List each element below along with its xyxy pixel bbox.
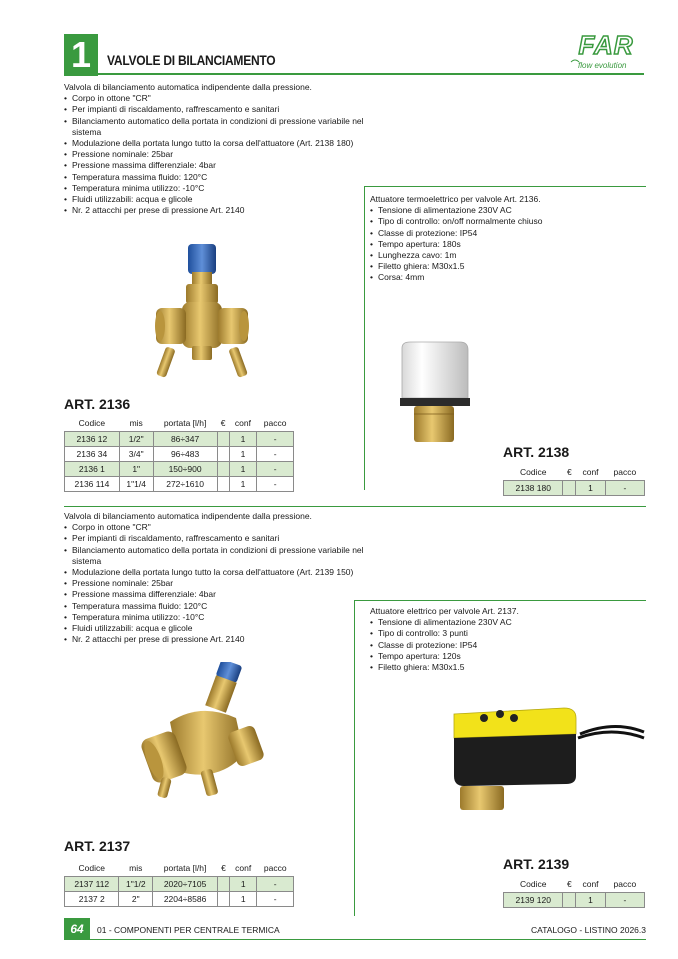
art-2137-table	[64, 861, 294, 907]
art-2137-title: ART. 2137	[64, 838, 131, 854]
table-cell: 2137 2	[65, 891, 119, 906]
logo-tagline: flow evolution	[578, 61, 627, 70]
column-header: pacco	[613, 879, 637, 890]
column-header: conf	[234, 418, 251, 429]
bullet-item: • Temperatura massima fluido: 120°C	[64, 601, 364, 612]
table-row	[65, 891, 294, 906]
footer-rule	[90, 939, 646, 940]
table-cell: 3/4"	[119, 446, 153, 461]
table-cell	[563, 480, 576, 495]
table-cell: 2137 112	[65, 876, 119, 891]
table-cell: 1	[576, 892, 606, 907]
table-cell: 2020÷7105	[153, 876, 218, 891]
table-cell: 1	[229, 461, 257, 476]
page-title: VALVOLE DI BILANCIAMENTO	[107, 52, 276, 68]
column-header: conf	[582, 467, 599, 478]
actuator1-bullets	[370, 205, 640, 283]
bullet-item: • Filetto ghiera: M30x1.5	[370, 662, 640, 673]
bullet-item: • Pressione massima differenziale: 4bar	[64, 160, 364, 171]
bullet-item: • Pressione nominale: 25bar	[64, 149, 364, 160]
actuator1-intro: Attuatore termoelettrico per valvole Art. 2136.	[370, 194, 541, 204]
actuator2-top-rule	[354, 600, 646, 601]
bullet-item: • Temperatura minima utilizzo: -10°C	[64, 612, 364, 623]
bullet-item: • Corpo in ottone "CR"	[64, 93, 364, 104]
art-2139-title: ART. 2139	[503, 856, 570, 872]
table-row	[504, 892, 645, 907]
table-header-row	[65, 416, 294, 431]
section-number: 1	[64, 34, 98, 76]
table-row	[65, 431, 294, 446]
table-cell: 1	[229, 476, 257, 491]
bullet-item: • Bilanciamento automatico della portata in condizioni di pressione variabile nel sistema	[64, 545, 364, 567]
table-cell: 2136 1	[65, 461, 120, 476]
table-cell: 96÷483	[153, 446, 217, 461]
table-cell: -	[257, 446, 294, 461]
bullet-item: • Bilanciamento automatico della portata in condizioni di pressione variabile nel sistema	[64, 116, 364, 138]
column-header: €	[566, 879, 572, 890]
bullet-item: • Per impianti di riscaldamento, raffrescamento e sanitari	[64, 533, 364, 544]
column-header: mis	[129, 418, 143, 429]
actuator2-intro: Attuatore elettrico per valvole Art. 2137.	[370, 606, 519, 616]
bullet-item: • Classe di protezione: IP54	[370, 640, 640, 651]
bullet-item: • Nr. 2 attacchi per prese di pressione Art. 2140	[64, 205, 364, 216]
column-header: pacco	[263, 863, 287, 874]
column-header: pacco	[263, 418, 287, 429]
actuator1-divider	[364, 186, 365, 490]
table-row	[504, 480, 645, 495]
bullet-item: • Tipo di controllo: on/off normalmente chiuso	[370, 216, 640, 227]
actuator1-description	[370, 194, 640, 284]
table-cell: 1	[229, 891, 256, 906]
table-cell: 1"1/2	[119, 876, 153, 891]
actuator-2139-image	[444, 700, 648, 814]
section-divider	[64, 506, 646, 507]
table-cell: 272÷1610	[153, 476, 217, 491]
bullet-item: • Lunghezza cavo: 1m	[370, 250, 640, 261]
table-cell: -	[605, 480, 644, 495]
actuator-2138-image	[394, 338, 474, 448]
table-cell: 1	[229, 446, 257, 461]
table-cell: 1	[576, 480, 606, 495]
column-header: Codice	[519, 467, 547, 478]
art-2139-table	[503, 877, 645, 908]
table-cell: 1"1/4	[119, 476, 153, 491]
art-2138-table	[503, 465, 645, 496]
section2-bullets	[64, 522, 364, 645]
table-row	[65, 461, 294, 476]
table-cell: 2139 120	[504, 892, 563, 907]
art-2136-title: ART. 2136	[64, 396, 131, 412]
footer-catalog: CATALOGO - LISTINO 2026.3	[531, 925, 646, 935]
column-header: conf	[235, 863, 252, 874]
bullet-item: • Classe di protezione: IP54	[370, 228, 640, 239]
column-header: Codice	[78, 863, 105, 874]
bullet-item: • Fluidi utilizzabili: acqua e glicole	[64, 623, 364, 634]
bullet-item: • Tensione di alimentazione 230V AC	[370, 617, 640, 628]
far-logo	[570, 30, 646, 72]
table-cell: 2136 34	[65, 446, 120, 461]
art-2138-title: ART. 2138	[503, 444, 570, 460]
bullet-item: • Temperatura massima fluido: 120°C	[64, 172, 364, 183]
column-header: portata [l/h]	[163, 863, 207, 874]
table-cell: -	[257, 891, 294, 906]
footer-section: 01 - COMPONENTI PER CENTRALE TERMICA	[97, 925, 280, 935]
header-rule	[98, 73, 644, 75]
table-cell	[217, 461, 229, 476]
section1-bullets	[64, 93, 364, 216]
bullet-item: • Modulazione della portata lungo tutto la corsa dell'attuatore (Art. 2139 150)	[64, 567, 364, 578]
table-cell: 2"	[119, 891, 153, 906]
table-cell: -	[257, 476, 294, 491]
bullet-item: • Nr. 2 attacchi per prese di pressione Art. 2140	[64, 634, 364, 645]
table-cell: 1"	[119, 461, 153, 476]
bullet-item: • Fluidi utilizzabili: acqua e glicole	[64, 194, 364, 205]
table-cell: 1	[229, 431, 257, 446]
table-cell: 2136 12	[65, 431, 120, 446]
bullet-item: • Filetto ghiera: M30x1.5	[370, 261, 640, 272]
bullet-item: • Modulazione della portata lungo tutto la corsa dell'attuatore (Art. 2138 180)	[64, 138, 364, 149]
table-cell	[218, 876, 230, 891]
column-header: Codice	[78, 418, 106, 429]
table-cell	[217, 431, 229, 446]
table-cell: -	[605, 892, 644, 907]
column-header: €	[220, 418, 226, 429]
bullet-item: • Tempo apertura: 180s	[370, 239, 640, 250]
art-2136-table	[64, 416, 294, 492]
table-cell: 2204÷8586	[153, 891, 218, 906]
bullet-item: • Pressione nominale: 25bar	[64, 578, 364, 589]
bullet-item: • Pressione massima differenziale: 4bar	[64, 589, 364, 600]
bullet-item: • Temperatura minima utilizzo: -10°C	[64, 183, 364, 194]
actuator2-divider	[354, 600, 355, 916]
valve-2137-image	[140, 662, 266, 802]
bullet-item: • Tempo apertura: 120s	[370, 651, 640, 662]
table-header-row	[65, 861, 294, 876]
table-cell: -	[257, 461, 294, 476]
table-cell	[217, 446, 229, 461]
column-header: conf	[582, 879, 599, 890]
table-cell: -	[257, 431, 294, 446]
table-cell	[217, 476, 229, 491]
section1-description	[64, 82, 364, 216]
table-header-row	[504, 465, 645, 480]
table-row	[65, 446, 294, 461]
actuator2-bullets	[370, 617, 640, 673]
section2-intro: Valvola di bilanciamento automatica indipendente dalla pressione.	[64, 511, 312, 521]
logo-wordmark: FAR	[578, 30, 634, 60]
valve-2136-image	[152, 244, 252, 382]
table-cell	[218, 891, 230, 906]
bullet-item: • Per impianti di riscaldamento, raffrescamento e sanitari	[64, 104, 364, 115]
page-number: 64	[64, 918, 90, 940]
column-header: Codice	[519, 879, 547, 890]
column-header: pacco	[613, 467, 637, 478]
table-row	[65, 876, 294, 891]
table-row	[65, 476, 294, 491]
table-cell: 1/2"	[119, 431, 153, 446]
bullet-item: • Corpo in ottone "CR"	[64, 522, 364, 533]
table-cell: -	[257, 876, 294, 891]
actuator2-description	[370, 606, 640, 673]
table-cell: 86÷347	[153, 431, 217, 446]
column-header: mis	[129, 863, 143, 874]
section2-description	[64, 511, 364, 645]
table-header-row	[504, 877, 645, 892]
table-cell: 150÷900	[153, 461, 217, 476]
bullet-item: • Tensione di alimentazione 230V AC	[370, 205, 640, 216]
column-header: portata [l/h]	[163, 418, 207, 429]
bullet-item: • Tipo di controllo: 3 punti	[370, 628, 640, 639]
table-cell: 2138 180	[504, 480, 563, 495]
section1-intro: Valvola di bilanciamento automatica indipendente dalla pressione.	[64, 82, 312, 92]
bullet-item: • Corsa: 4mm	[370, 272, 640, 283]
table-cell: 1	[229, 876, 256, 891]
table-cell: 2136 114	[65, 476, 120, 491]
column-header: €	[221, 863, 226, 874]
column-header: €	[566, 467, 572, 478]
table-cell	[563, 892, 576, 907]
actuator1-top-rule	[364, 186, 646, 187]
